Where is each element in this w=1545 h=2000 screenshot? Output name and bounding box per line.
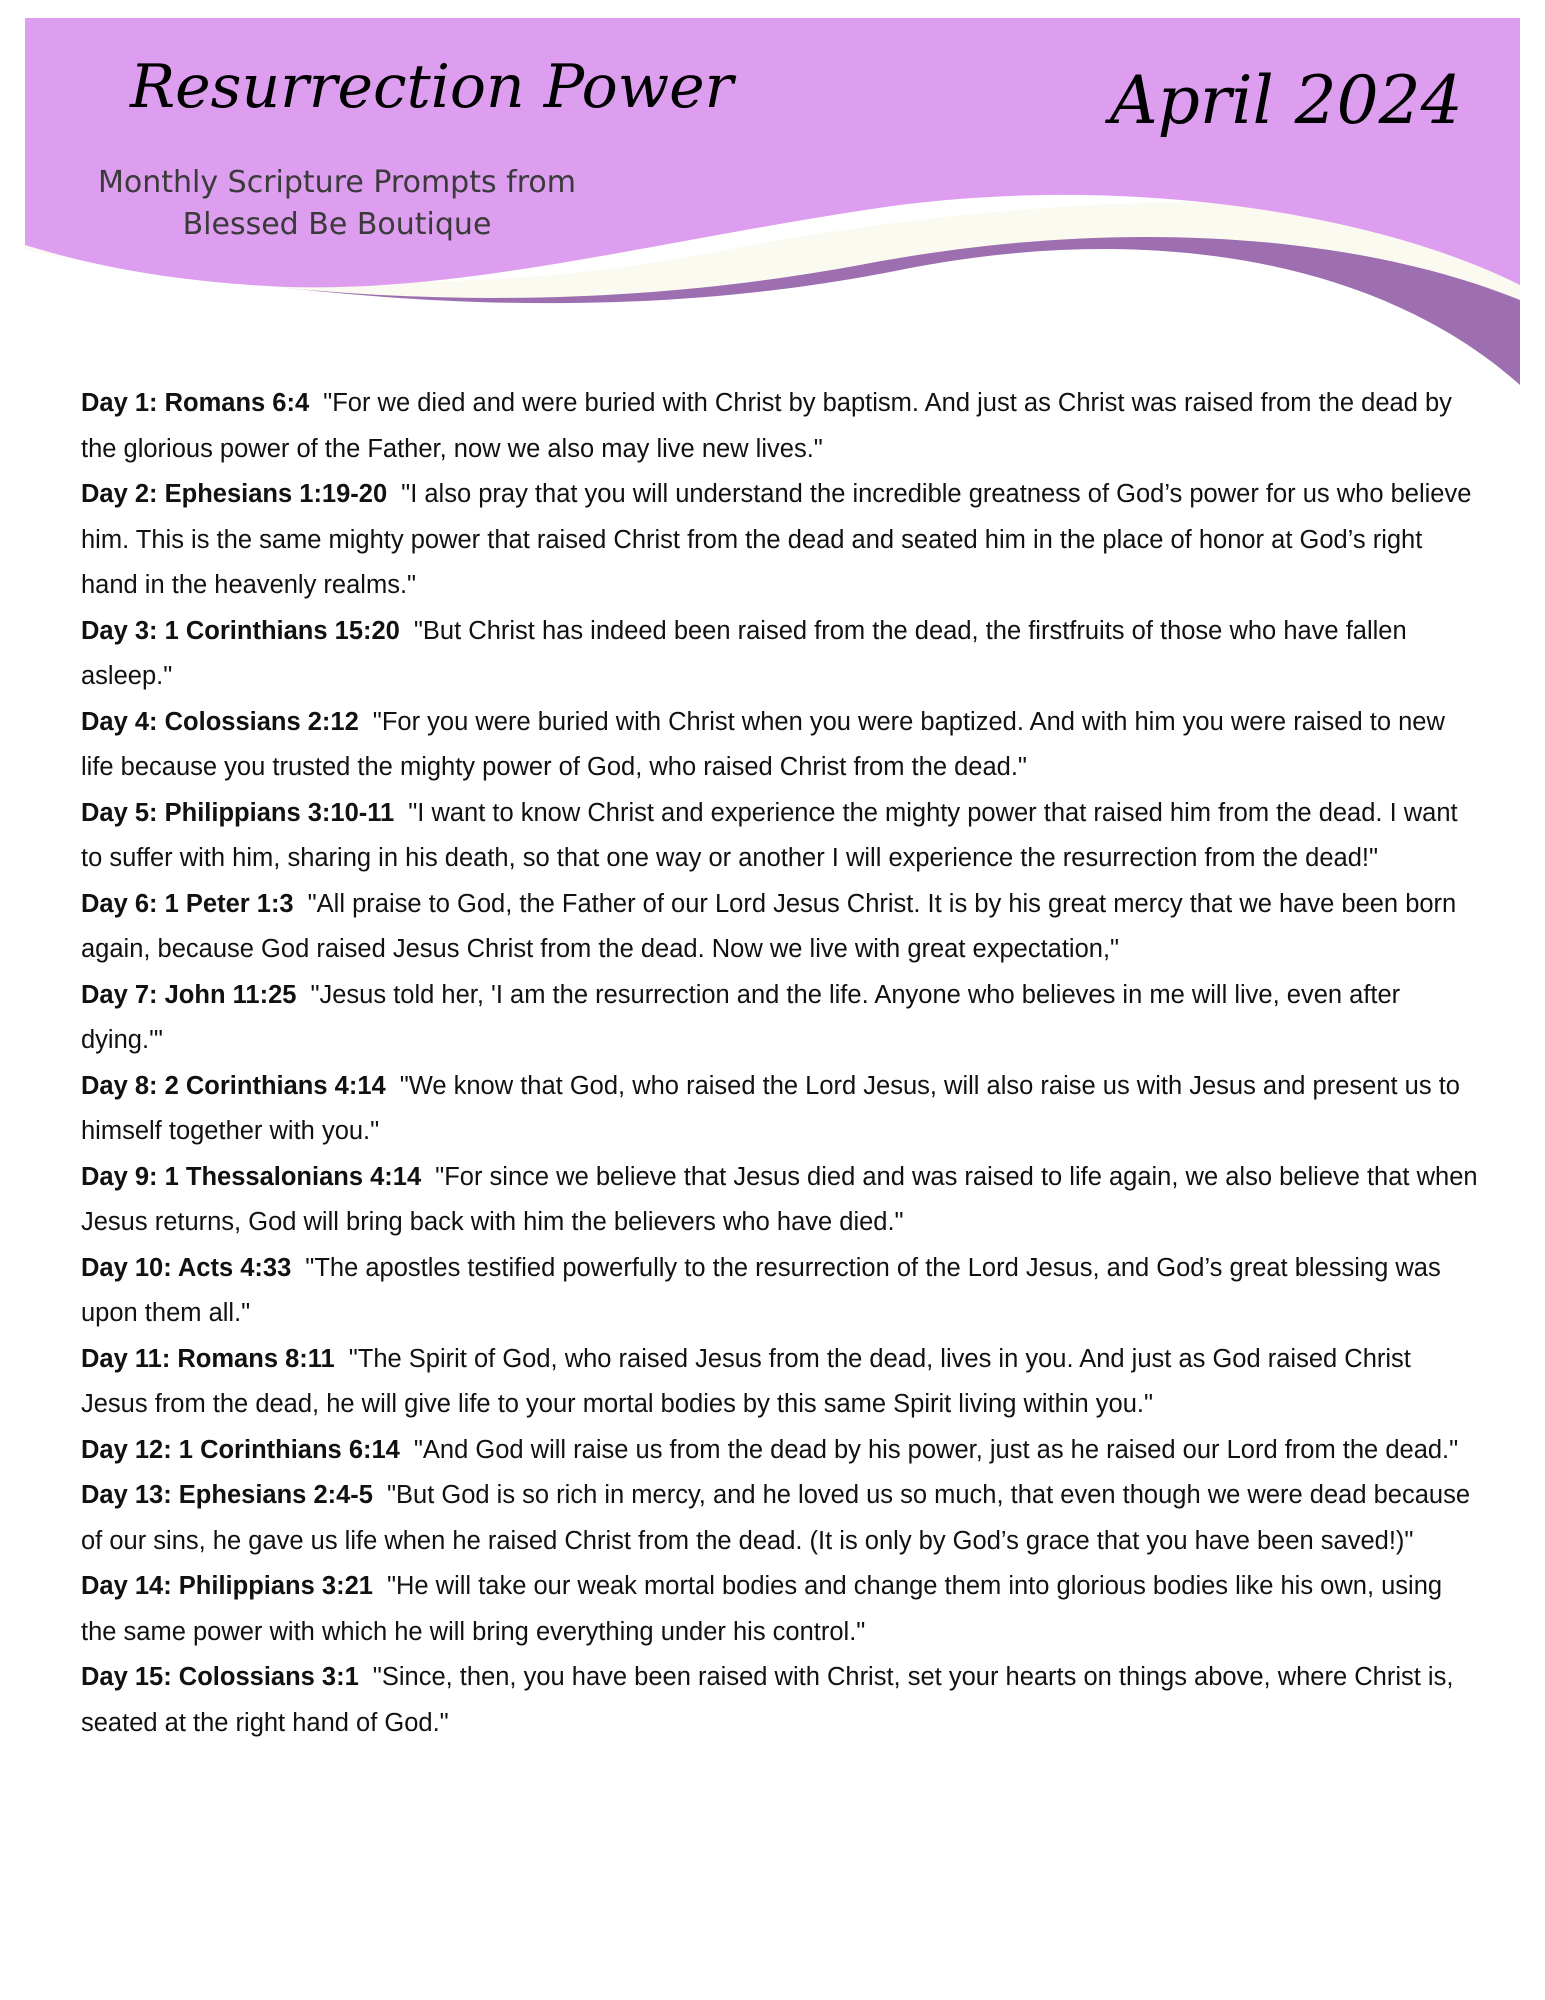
verse-text: "For we died and were buried with Christ by baptism. And just as Christ was raised from the dead by the glorious power of the Father, now we also may live new lives." (81, 389, 1452, 463)
day-reference: Day 5: Philippians 3:10-11 (81, 798, 395, 827)
verse-text: "All praise to God, the Father of our Lord Jesus Christ. It is by his great mercy that we have been born again, because God raised Jesus Christ from the dead. Now we live with great expectation," (81, 889, 1457, 963)
verse-text: "The apostles testified powerfully to the resurrection of the Lord Jesus, and God’s great blessing was upon them all." (81, 1253, 1441, 1327)
day-reference: Day 15: Colossians 3:1 (81, 1663, 359, 1691)
page-subtitle: Monthly Scripture Prompts from Blessed Be Boutique (98, 165, 576, 242)
verse-text: "We know that God, who raised the Lord Jesus, will also raise us with Jesus and present us to himself together with you." (81, 1071, 1460, 1145)
list-item (81, 1155, 1481, 1246)
day-reference: Day 3: 1 Corinthians 15:20 (81, 616, 400, 645)
verse-text: "I also pray that you will understand the incredible greatness of God’s power for us who believe him. This is the same mighty power that raised Christ from the dead and seated him in the place of honor at God’s right hand in the heavenly realms." (81, 480, 1472, 599)
list-item (81, 1564, 1481, 1655)
list-item (81, 1655, 1481, 1746)
verse-text: "Jesus told her, 'I am the resurrection and the life. Anyone who believes in me will live, even after dying.'" (81, 980, 1401, 1054)
list-item (81, 609, 1481, 700)
list-item (81, 472, 1481, 609)
verse-text: "And God will raise us from the dead by his power, just as he raised our Lord from the dead." (413, 1435, 1459, 1464)
list-item (81, 1337, 1481, 1428)
day-reference: Day 4: Colossians 2:12 (81, 707, 359, 736)
verse-text: "I want to know Christ and experience the mighty power that raised him from the dead. I want to suffer with him, sharing in his death, so that one way or another I will experience the resurrection from the dead!" (81, 798, 1458, 872)
day-reference: Day 6: 1 Peter 1:3 (81, 889, 294, 918)
list-item (81, 882, 1481, 973)
day-reference: Day 1: Romans 6:4 (81, 389, 310, 417)
verse-text: "But God is so rich in mercy, and he loved us so much, that even though we were dead because of our sins, he gave us life when he raised Christ from the dead. (It is only by God’s grace that you have been saved!)" (81, 1481, 1470, 1555)
day-reference: Day 14: Philippians 3:21 (81, 1572, 373, 1600)
verse-text: "But Christ has indeed been raised from the dead, the firstfruits of those who have fallen asleep." (81, 616, 1407, 690)
verse-text: "Since, then, you have been raised with Christ, set your hearts on things above, where Christ is, seated at the right hand of God." (81, 1663, 1454, 1737)
day-reference: Day 10: Acts 4:33 (81, 1253, 292, 1282)
list-item (81, 381, 1481, 472)
header-banner (0, 0, 1545, 400)
day-reference: Day 13: Ephesians 2:4-5 (81, 1481, 373, 1509)
day-reference: Day 2: Ephesians 1:19-20 (81, 480, 388, 508)
page-title: Resurrection Power (130, 52, 734, 122)
list-item (81, 973, 1481, 1064)
verse-text: "For since we believe that Jesus died and was raised to life again, we also believe that when Jesus returns, God will bring back with him the believers who have died." (81, 1162, 1478, 1236)
day-reference: Day 7: John 11:25 (81, 980, 297, 1009)
list-item (81, 1246, 1481, 1337)
verse-text: "He will take our weak mortal bodies and change them into glorious bodies like his own, using the same power with which he will bring everything under his control." (81, 1572, 1443, 1646)
day-reference: Day 9: 1 Thessalonians 4:14 (81, 1162, 422, 1191)
list-item (81, 1473, 1481, 1564)
day-reference: Day 12: 1 Corinthians 6:14 (81, 1435, 400, 1464)
list-item (81, 1064, 1481, 1155)
month-label: April 2024 (1110, 62, 1463, 139)
list-item (81, 791, 1481, 882)
list-item (81, 700, 1481, 791)
verse-text: "The Spirit of God, who raised Jesus from the dead, lives in you. And just as God raised Christ Jesus from the dead, he will give life to your mortal bodies by this same Spirit living within you." (81, 1344, 1411, 1418)
day-reference: Day 11: Romans 8:11 (81, 1344, 335, 1373)
list-item (81, 1428, 1481, 1474)
scripture-list (81, 381, 1481, 1746)
verse-text: "For you were buried with Christ when you were baptized. And with him you were raised to new life because you trusted the mighty power of God, who raised Christ from the dead." (81, 707, 1445, 781)
day-reference: Day 8: 2 Corinthians 4:14 (81, 1071, 386, 1100)
